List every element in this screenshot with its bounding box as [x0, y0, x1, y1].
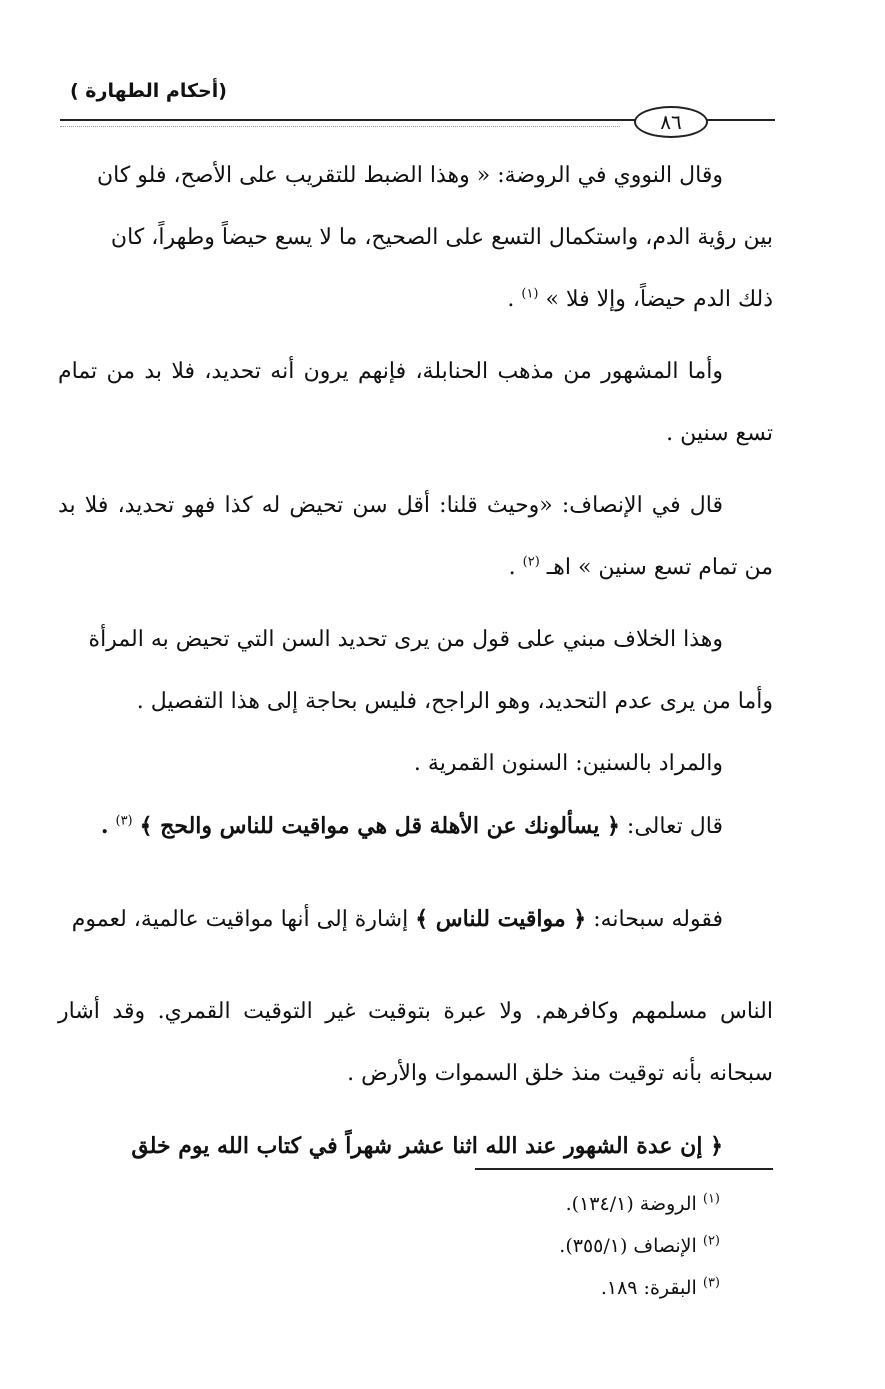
footnote-rule: [475, 1168, 773, 1170]
paragraph-4: وهذا الخلاف مبني على قول من يرى تحديد السن التي تحيض به المرأة: [88, 627, 723, 652]
footnote-3-number: (٣): [702, 1275, 720, 1291]
footnote-3-text: البقرة: ١٨٩.: [600, 1277, 697, 1299]
paragraph-5: وأما من يرى عدم التحديد، وهو الراجح، فليس بحاجة إلى هذا التفصيل .: [136, 689, 773, 714]
paragraph-2: وأما المشهور من مذهب الحنابلة، فإنهم يرون أنه تحديد، فلا بد من تمام تسع سنين .: [58, 359, 773, 446]
quran-verse-2: ﴿ مواقيت للناس ﴾: [415, 906, 587, 932]
paragraph-9: الناس مسلمهم وكافرهم. ولا عبرة بتوقيت غير التوقيت القمري. وقد أشار سبحانه بأنه توقيت منذ خلق السموات والأرض .: [58, 999, 773, 1086]
paragraph-7-prefix: قال تعالى:: [626, 814, 723, 839]
paragraph-3: قال في الإنصاف: «وحيث قلنا: أقل سن تحيض له كذا فهو تحديد، فلا بد من تمام تسع سنين » اهـ $^{(٢)}$ .: [58, 493, 773, 580]
footnotes: [300, 1183, 720, 1309]
footnote-3: [300, 1267, 720, 1309]
footnote-1: [300, 1183, 720, 1225]
quran-verse-1: ﴿ يسألونك عن الأهلة قل هي مواقيت للناس والحج ﴾: [139, 813, 620, 839]
footnote-2-text: الإنصاف (٣٥٥/١).: [559, 1235, 697, 1257]
header-rule-faint: [60, 126, 620, 127]
running-title: (أحكام الطهارة ): [70, 80, 227, 102]
paragraph-1-line-1: وقال النووي في الروضة: « وهذا الضبط للتقريب على الأصح، فلو كان: [96, 163, 723, 188]
paragraph-1-text: ذلك الدم حيضاً، وإلا فلا »: [545, 287, 773, 312]
quran-verse-3: ﴿ إن عدة الشهور عند الله اثنا عشر شهراً في كتاب الله يوم خلق: [131, 1133, 723, 1159]
paragraph-6: والمراد بالسنين: السنون القمرية .: [413, 751, 723, 776]
footnote-2-number: (٢): [702, 1233, 720, 1249]
footnote-ref-1: (١): [521, 286, 539, 302]
paragraph-8-prefix: فقوله سبحانه:: [593, 907, 723, 932]
paragraph-1-line-3: ذلك الدم حيضاً، وإلا فلا » $^{(١)}$ .: [507, 286, 773, 312]
footnote-2: [300, 1225, 720, 1267]
paragraph-8: [58, 888, 773, 951]
paragraph-1-line-2: بين رؤية الدم، واستكمال التسع على الصحيح، ما لا يسع حيضاً وطهراً، كان: [110, 225, 773, 250]
paragraph-7: قال تعالى: ﴿ يسألونك عن الأهلة قل هي مواقيت للناس والحج ﴾ $^{(٣)}$ .: [100, 813, 723, 839]
footnote-1-number: (١): [702, 1191, 720, 1207]
page-number: ٨٦: [634, 106, 708, 138]
paragraph-8-rest: إشارة إلى أنها مواقيت عالمية، لعموم: [71, 907, 409, 932]
footnote-ref-2: (٢): [522, 554, 540, 570]
footnote-1-text: الروضة (١٣٤/١).: [565, 1193, 697, 1215]
body-text: [58, 145, 773, 1177]
paragraph-3-text: قال في الإنصاف: «وحيث قلنا: أقل سن تحيض له كذا فهو تحديد، فلا بد من تمام تسع سنين » اهـ: [58, 493, 773, 580]
footnote-ref-3: (٣): [115, 813, 133, 829]
